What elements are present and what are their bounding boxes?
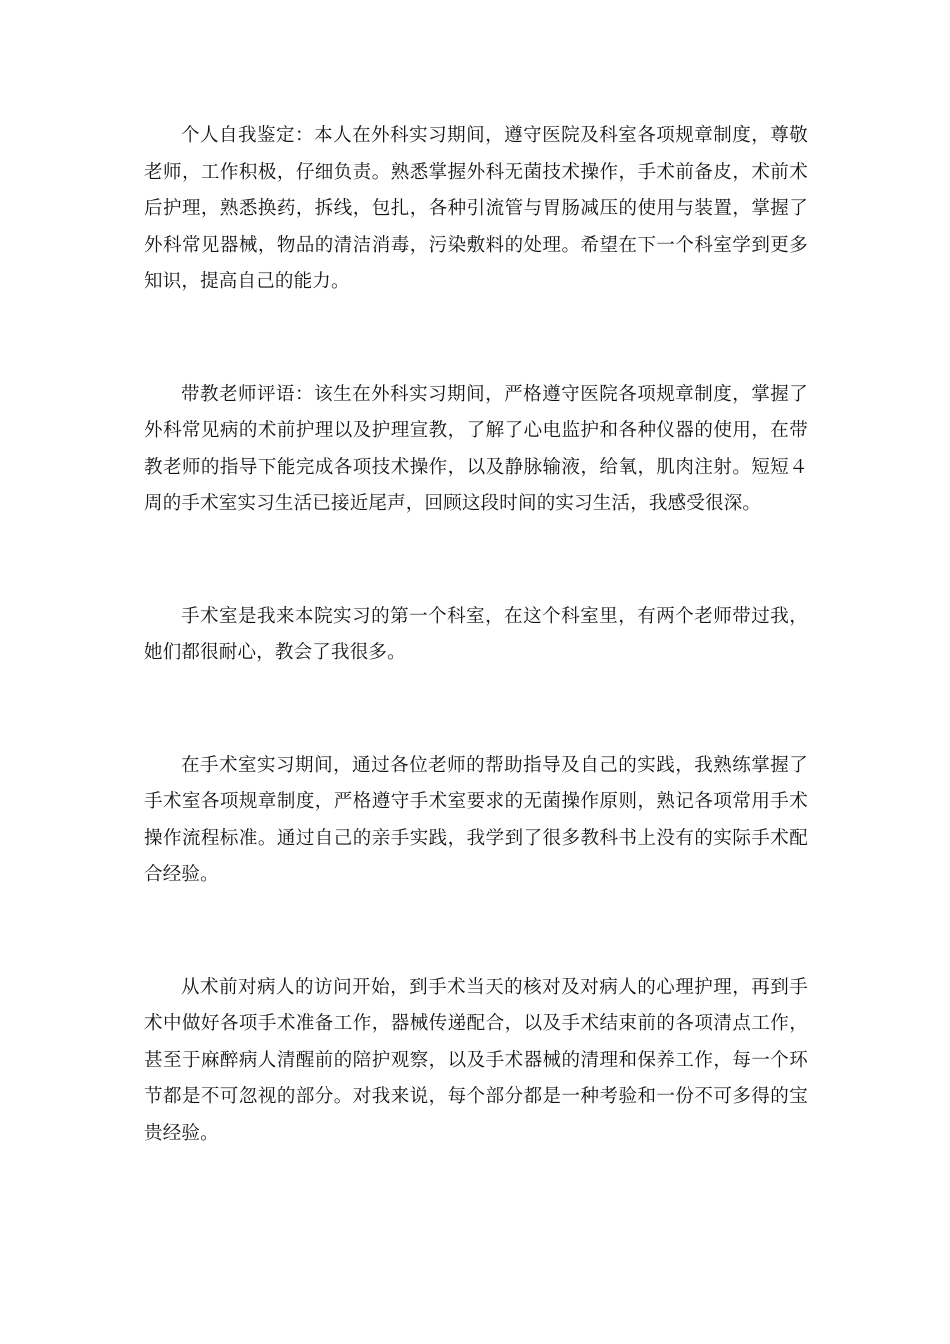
paragraph-teacher-comment: 带教老师评语：该生在外科实习期间，严格遵守医院各项规章制度，掌握了外科常见病的术前护理以及护理宣教，了解了心电监护和各种仪器的使用，在带教老师的指导下能完成各项技术操作，以及静脉输液，给氧，肌肉注射。短短４周的手术室实习生活已接近尾声，回顾这段时间的实习生活，我感受很深。 [144, 383, 808, 514]
paragraph-operating-room-intro: 手术室是我来本院实习的第一个科室，在这个科室里，有两个老师带过我，她们都很耐心，教会了我很多。 [144, 605, 808, 663]
paragraph-internship-skills: 在手术室实习期间，通过各位老师的帮助指导及自己的实践，我熟练掌握了手术室各项规章制度，严格遵守手术室要求的无菌操作原则，熟记各项常用手术操作流程标准。通过自己的亲手实践，我学到了很多教科书上没有的实际手术配合经验。 [144, 754, 808, 885]
paragraph-self-evaluation: 个人自我鉴定：本人在外科实习期间，遵守医院及科室各项规章制度，尊敬老师，工作积极，仔细负责。熟悉掌握外科无菌技术操作，手术前备皮，术前术后护理，熟悉换药，拆线，包扎，各种引流管与胃肠减压的使用与装置，掌握了外科常见器械，物品的清洁消毒，污染敷料的处理。希望在下一个科室学到更多知识，提高自己的能力。 [144, 125, 808, 292]
paragraph-surgical-process: 从术前对病人的访问开始，到手术当天的核对及对病人的心理护理，再到手术中做好各项手术准备工作，器械传递配合，以及手术结束前的各项清点工作，甚至于麻醉病人清醒前的陪护观察，以及手术器械的清理和保养工作，每一个环节都是不可忽视的部分。对我来说，每个部分都是一种考验和一份不可多得的宝贵经验。 [144, 976, 808, 1144]
document-body [144, 118, 808, 1152]
